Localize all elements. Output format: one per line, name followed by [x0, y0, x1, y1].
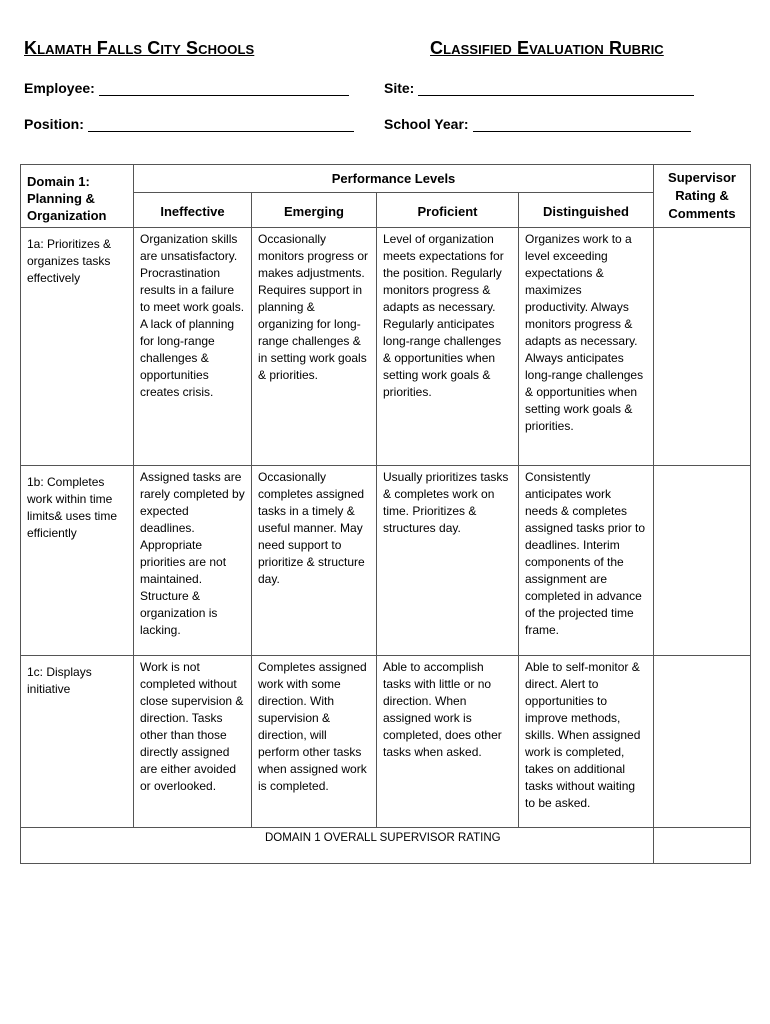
site-field — [384, 80, 694, 96]
supervisor-header — [654, 165, 751, 228]
supervisor-rating-cell[interactable] — [654, 228, 751, 466]
domain-header — [21, 165, 134, 228]
proficient-cell: Usually prioritizes tasks & completes work on time. Prioritizes & structures day. — [377, 466, 519, 656]
ineffective-cell: Organization skills are unsatisfactory. Procrastination results in a failure to meet work goals. A lack of planning for long-range challenges & opportunities creates crisis. — [134, 228, 252, 466]
site-input-line[interactable] — [418, 81, 694, 96]
ineffective-cell: Work is not completed without close supervision & direction. Tasks other than those directly assigned are either avoided or overlooked. — [134, 656, 252, 828]
emerging-cell: Occasionally completes assigned tasks in a timely & useful manner. May need support to prioritize & structure day. — [252, 466, 377, 656]
employee-input-line[interactable] — [99, 81, 349, 96]
distinguished-cell: Consistently anticipates work needs & completes assigned tasks prior to deadlines. Interim components of the assignment are completed in advance of the projected time frame. — [519, 466, 654, 656]
table-row — [21, 228, 751, 466]
distinguished-cell: Able to self-monitor & direct. Alert to opportunities to improve methods, skills. When assigned work is completed, takes on additional tasks without waiting to be asked. — [519, 656, 654, 828]
summary-row — [21, 828, 751, 864]
level-proficient-header: Proficient — [377, 193, 519, 228]
table-row — [21, 656, 751, 828]
level-distinguished-header: Distinguished — [519, 193, 654, 228]
site-label: Site: — [384, 80, 415, 96]
employee-label: Employee: — [24, 80, 95, 96]
proficient-cell: Able to accomplish tasks with little or no direction. When assigned work is completed, does other tasks when asked. — [377, 656, 519, 828]
domain-label-line: Planning & — [27, 191, 95, 206]
ineffective-cell: Assigned tasks are rarely completed by expected deadlines. Appropriate priorities are not maintained. Structure & organization is lacking. — [134, 466, 252, 656]
emerging-cell: Completes assigned work with some direction. With supervision & direction, will perform other tasks when assigned work is completed. — [252, 656, 377, 828]
level-ineffective-header: Ineffective — [134, 193, 252, 228]
school-year-input-line[interactable] — [473, 117, 691, 132]
supervisor-label-line: Rating & — [675, 188, 729, 203]
position-field — [24, 116, 354, 132]
indicator-label: 1a: Prioritizes & organizes tasks effectively — [21, 228, 134, 466]
supervisor-rating-cell[interactable] — [654, 466, 751, 656]
position-input-line[interactable] — [88, 117, 354, 132]
org-name: Klamath Falls City Schools — [24, 38, 255, 58]
table-row — [21, 466, 751, 656]
rubric-table — [20, 164, 751, 864]
supervisor-label-line: Supervisor — [668, 170, 736, 185]
domain-label-line: Organization — [27, 208, 107, 223]
emerging-cell: Occasionally monitors progress or makes adjustments. Requires support in planning & organizing for long-range challenges & in setting work goals & priorities. — [252, 228, 377, 466]
school-year-label: School Year: — [384, 116, 469, 132]
performance-levels-header: Performance Levels — [134, 165, 654, 193]
position-label: Position: — [24, 116, 84, 132]
summary-label-cell — [21, 828, 654, 864]
distinguished-cell: Organizes work to a level exceeding expectations & maximizes productivity. Always monitors progress & adapts as necessary. Always anticipates long-range challenges & opportunities when setting work goals & priorities. — [519, 228, 654, 466]
school-year-field — [384, 116, 691, 132]
overall-rating-cell[interactable] — [654, 828, 751, 864]
employee-field — [24, 80, 349, 96]
proficient-cell: Level of organization meets expectations for the position. Regularly monitors progress & adapts as necessary. Regularly anticipates long-range challenges & opportunities when setting work goals & priorities. — [377, 228, 519, 466]
supervisor-rating-cell[interactable] — [654, 656, 751, 828]
indicator-label: 1b: Completes work within time limits& uses time efficiently — [21, 466, 134, 656]
level-emerging-header: Emerging — [252, 193, 377, 228]
domain-label-line: Domain 1: — [27, 174, 90, 189]
supervisor-label-line: Comments — [668, 206, 736, 221]
indicator-label: 1c: Displays initiative — [21, 656, 134, 828]
document-title: Classified Evaluation Rubric — [430, 38, 664, 58]
overall-rating-label: DOMAIN 1 OVERALL SUPERVISOR RATING — [265, 832, 501, 844]
